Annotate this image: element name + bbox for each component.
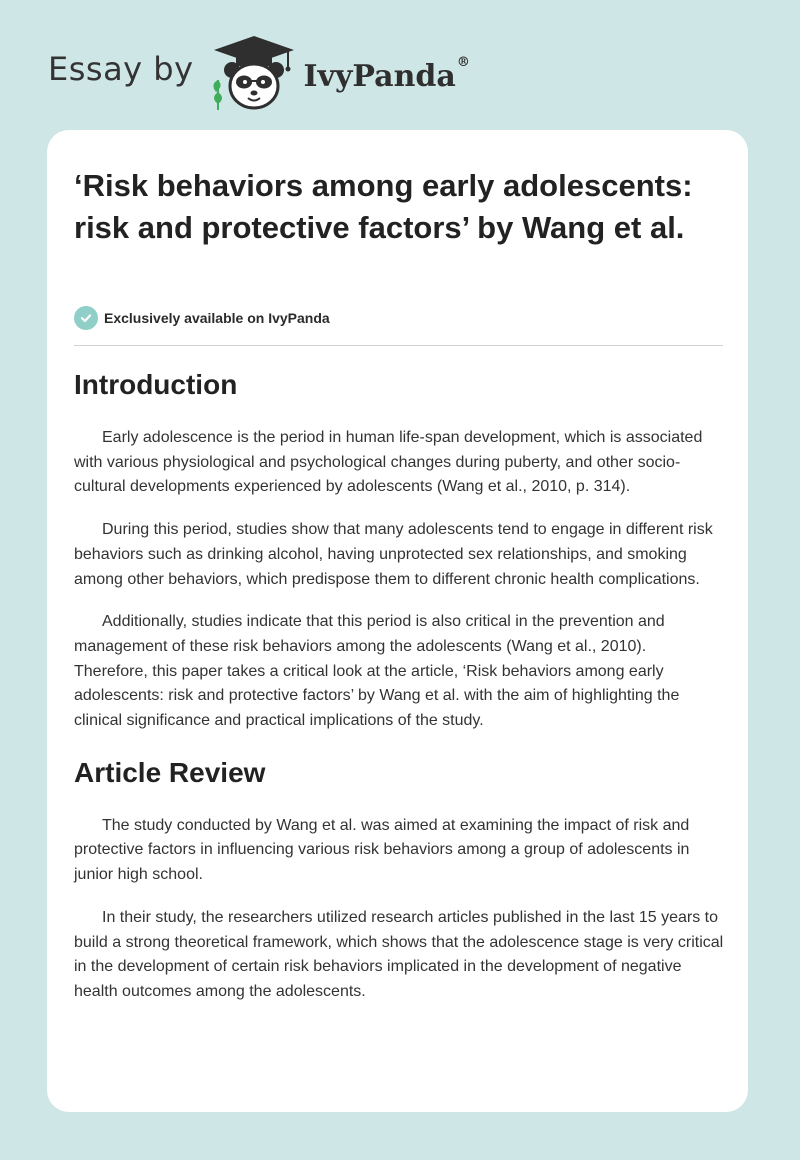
section-introduction — [74, 366, 724, 734]
divider — [74, 345, 723, 346]
paragraph: Additionally, studies indicate that this period is also critical in the prevention and management of these risk behaviors among the adolescents (Wang et al., 2010). Therefore, this paper takes a critical look at the article, ‘Risk behaviors among early adolescents: risk and protective factors’ by Wang et al. with the aim of highlighting the clinical significance and practical implications of the study. — [74, 613, 680, 730]
paragraph: Early adolescence is the period in human life-span development, which is associated with various physiological and psychological changes during puberty, and other socio-cultural developments experienced by adolescents (Wang et al., 2010, p. 314). — [74, 429, 703, 496]
check-circle-icon — [74, 306, 98, 330]
panda-logo-icon — [208, 34, 300, 114]
section-heading: Article Review — [74, 756, 266, 788]
essay-by-label: Essay by — [48, 50, 194, 88]
essay-body — [74, 366, 724, 1023]
section-article-review — [74, 754, 724, 1005]
paragraph: In their study, the researchers utilized research articles published in the last 15 years to build a strong theoretical framework, which shows that the adolescence stage is very critical in the development of certain risk behaviors implicated in the development of negative health outcomes among the adolescents. — [74, 908, 724, 1000]
paragraph: The study conducted by Wang et al. was aimed at examining the impact of risk and protective factors in influencing various risk behaviors among a group of adolescents in junior high school. — [74, 816, 690, 884]
exclusive-badge-text: Exclusively available on IvyPanda — [104, 310, 330, 326]
exclusive-badge — [74, 306, 330, 330]
essay-card — [47, 130, 748, 1112]
essay-title: ‘Risk behaviors among early adolescents: risk and protective factors’ by Wang et al. — [74, 168, 693, 245]
section-heading: Introduction — [74, 369, 238, 400]
brand-name: IvyPanda® — [303, 54, 470, 94]
site-header — [48, 34, 470, 114]
paragraph: During this period, studies show that many adolescents tend to engage in different risk behaviors such as drinking alcohol, having unprotected sex relationships, and smoking among other behaviors, which predispose them to different chronic health complications. — [74, 521, 713, 588]
